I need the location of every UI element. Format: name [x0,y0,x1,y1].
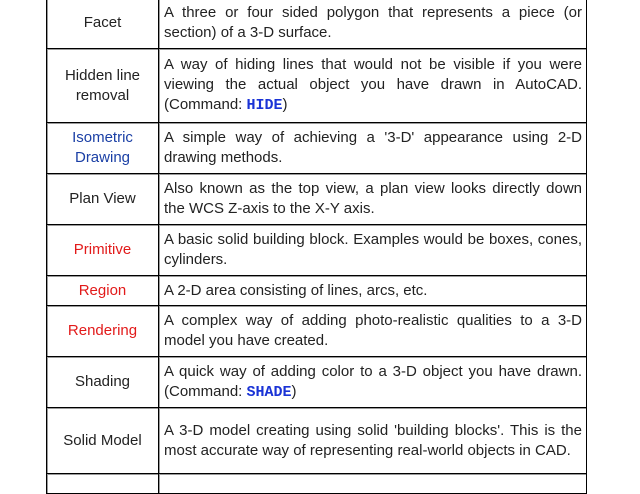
definition-text: Also known as the top view, a plan view looks directly down the WCS Z-axis to the X-Y axis. [164,180,582,217]
definition-text: A complex way of adding photo-realistic qualities to a 3-D model you have created. [164,312,582,349]
definition-cell [159,0,587,49]
table-row [47,474,587,494]
definition-text: A 3-D model creating using solid 'building blocks'. This is the most accurate way of representing real-world objects in CAD. [164,421,582,459]
glossary-table-container [46,0,588,494]
table-row [47,0,587,49]
definition-text: A quick way of adding color to a 3-D object you have drawn. (Command: [164,362,582,400]
table-row [47,123,587,174]
table-row [47,408,587,474]
term-cell [47,474,159,494]
term-plan-view: Plan View [69,190,136,207]
term-cell [47,123,159,174]
term-cell [47,276,159,306]
term-primitive: Primitive [73,241,132,258]
table-row [47,306,587,357]
term-solid-model: Solid Model [63,431,142,449]
term-cell [47,408,159,474]
term-cell [47,49,159,123]
table-row [47,49,587,123]
definition-cell [159,408,587,474]
definition-suffix: ) [282,96,288,113]
definition-text: A basic solid building block. Examples would be boxes, cones, cylinders. [164,231,582,268]
definition-cell [159,276,587,306]
term-facet: Facet [83,14,122,31]
definition-suffix: ) [291,382,297,400]
table-row [47,174,587,225]
table-row [47,225,587,276]
definition-text: A way of hiding lines that would not be visible if you were viewing the actual object you have drawn in AutoCAD. (Command: [164,56,582,113]
table-row [47,276,587,306]
glossary-table [46,0,587,494]
term-cell [47,225,159,276]
definition-text: A simple way of achieving a '3-D' appearance using 2-D drawing methods. [164,129,582,166]
definition-cell [159,49,587,123]
definition-cell [159,174,587,225]
definition-cell [159,357,587,408]
term-region: Region [78,281,127,299]
command-shade: SHADE [246,383,292,401]
table-row [47,357,587,408]
term-rendering: Rendering [67,322,138,339]
term-cell [47,357,159,408]
definition-text: A three or four sided polygon that represents a piece (or section) of a 3-D surface. [164,4,582,41]
term-cell [47,0,159,49]
definition-cell [159,225,587,276]
term-shading: Shading [74,373,131,390]
term-isometric-drawing: Isometric Drawing [72,129,133,166]
definition-cell [159,123,587,174]
term-hidden-line-removal: Hidden line removal [64,66,141,104]
term-cell [47,306,159,357]
definition-text: A 2-D area consisting of lines, arcs, etc. [164,281,428,299]
definition-cell [159,306,587,357]
term-cell [47,174,159,225]
definition-cell [159,474,587,494]
command-hide: HIDE [246,97,283,114]
